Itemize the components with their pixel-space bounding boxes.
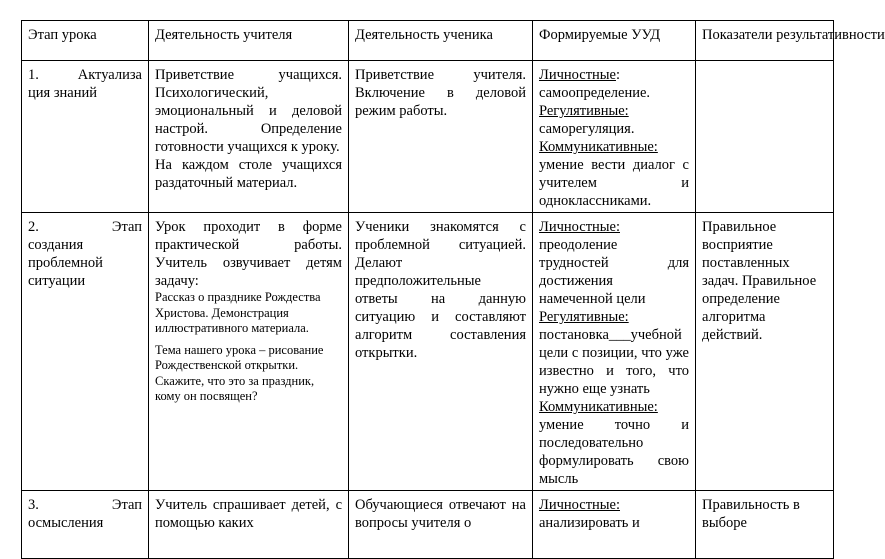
uud-label: Личностные — [539, 67, 616, 83]
teacher-activity-cell — [149, 61, 349, 213]
stage-text: ция знаний — [28, 85, 98, 101]
table-row — [22, 61, 834, 213]
teacher-note: Тема нашего урока – рисование Рождественской открытки. Скажите, что это за праздник, кому он посвящен? — [155, 342, 324, 403]
teacher-note: Рассказ о празднике Рождества Христова. Демонстрация иллюстративного материала. — [155, 290, 321, 335]
uud-label: Личностные: — [539, 219, 620, 235]
header-student-activity: Деятельность ученика — [349, 21, 533, 61]
header-results: Показатели результативности — [696, 21, 834, 61]
uud-colon: : — [615, 67, 620, 83]
student-text: Приветствие учителя. Включение в деловой режим работы. — [355, 67, 526, 119]
teacher-text: Приветствие учащихся. Психологический, эмоциональный и деловой настрой. Определение готовности учащихся к уроку. — [155, 67, 342, 155]
teacher-activity-cell — [149, 491, 349, 559]
header-stage: Этап урока — [22, 21, 149, 61]
stage-number: 1. — [28, 67, 39, 83]
uud-text: постановка___учебной цели с позиции, что уже известно и того, что нужно еще узнать — [539, 327, 689, 397]
results-cell — [696, 491, 834, 559]
uud-label: Регулятивные: — [539, 103, 629, 119]
student-text: Ученики знакомятся с проблемной ситуацией. Делают предположительные ответы на данную ситуацию и составляют алгоритм составления открытки. — [355, 219, 526, 361]
results-cell — [696, 213, 834, 491]
teacher-activity-cell — [149, 213, 349, 491]
lesson-plan-table — [21, 20, 885, 559]
stage-word: Этап — [111, 219, 142, 235]
stage-cell — [22, 491, 149, 559]
stage-word: Этап — [111, 497, 142, 513]
table-row — [22, 213, 834, 491]
uud-text: умение точно и последовательно формулировать свою мысль — [539, 417, 689, 487]
uud-label: Личностные: — [539, 497, 620, 513]
stage-word: Актуализа — [77, 67, 142, 83]
uud-cell — [533, 213, 696, 491]
uud-text: саморегуляция. — [539, 121, 635, 137]
student-activity-cell — [349, 491, 533, 559]
uud-label: Коммуникативные: — [539, 399, 658, 415]
table-row — [22, 491, 834, 559]
uud-text: самоопределение. — [539, 85, 651, 101]
teacher-text: Учитель спрашивает детей, с помощью каких — [155, 497, 342, 531]
header-uud: Формируемые УУД — [533, 21, 696, 61]
stage-number: 2. — [28, 219, 39, 235]
teacher-text: На каждом столе учащихся раздаточный материал. — [155, 157, 342, 191]
stage-text: осмысления — [28, 515, 104, 531]
stage-cell — [22, 61, 149, 213]
uud-label: Регулятивные: — [539, 309, 629, 325]
uud-text: анализировать и — [539, 515, 640, 531]
results-text: Правильное восприятие поставленных задач. Правильное определение алгоритма действий. — [702, 219, 817, 343]
uud-cell — [533, 491, 696, 559]
stage-cell — [22, 213, 149, 491]
stage-number: 3. — [28, 497, 39, 513]
results-cell — [696, 61, 834, 213]
uud-label: Коммуникативные: — [539, 139, 658, 155]
table-header-row — [22, 21, 834, 61]
teacher-text: Урок проходит в форме практической работы. Учитель озвучивает детям задачу: — [155, 219, 342, 289]
results-text: Правильность в выборе — [702, 497, 800, 531]
student-text: Обучающиеся отвечают на вопросы учителя о — [355, 497, 526, 531]
student-activity-cell — [349, 213, 533, 491]
uud-cell — [533, 61, 696, 213]
stage-text: создания проблемной ситуации — [28, 237, 103, 289]
uud-text: умение вести диалог с учителем и одноклассниками. — [539, 157, 689, 209]
uud-text: преодоление трудностей для достижения намеченной цели — [539, 237, 689, 307]
header-teacher-activity: Деятельность учителя — [149, 21, 349, 61]
student-activity-cell — [349, 61, 533, 213]
